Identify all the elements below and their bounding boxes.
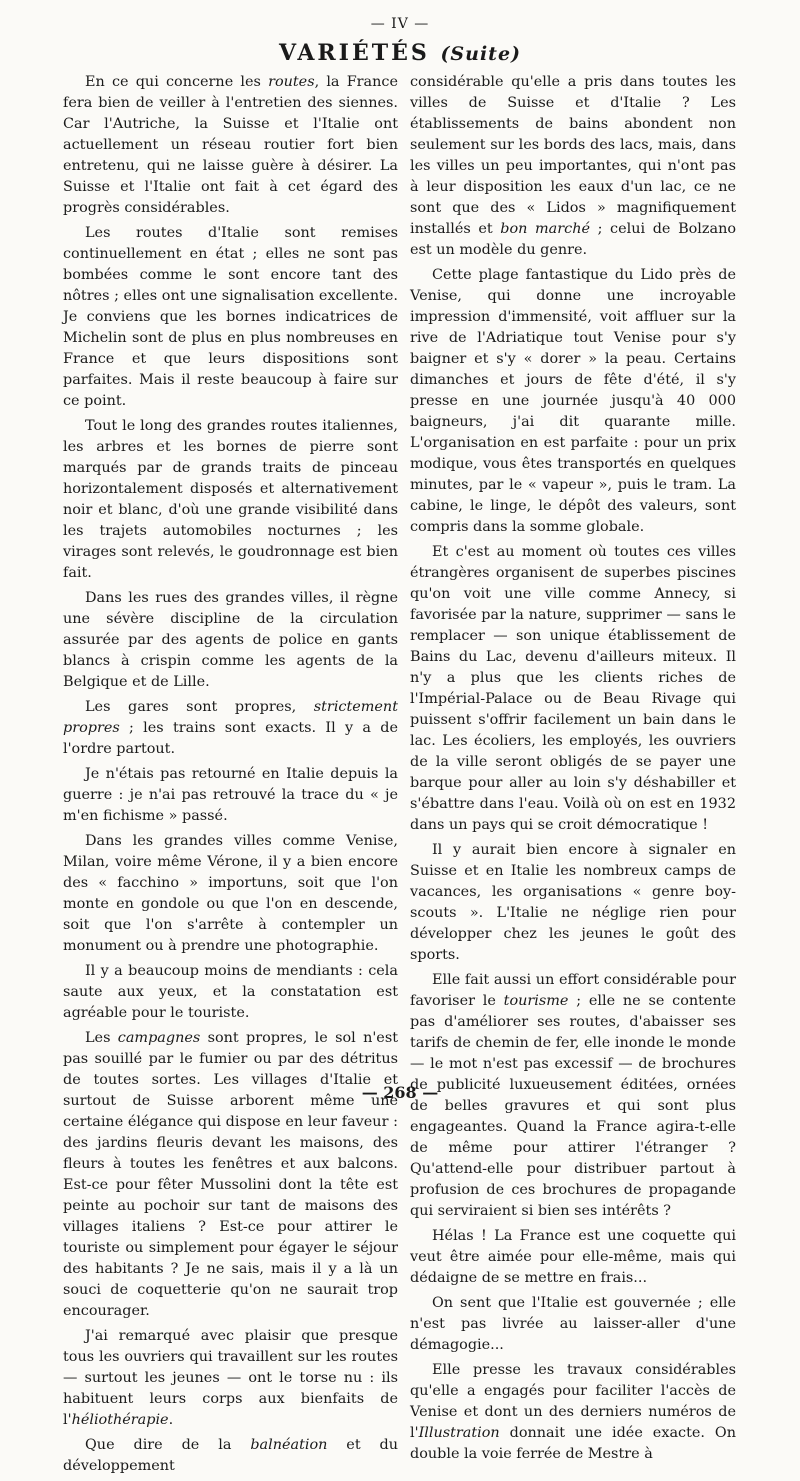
left-column [63, 72, 398, 1481]
paragraph: J'ai remarqué avec plaisir que presque tous les ouvriers qui travaillent sur les routes — surtout les jeunes — ont le torse nu : ils habituent leurs corps aux bienfaits de l'héliothérapie. [63, 1328, 398, 1428]
paragraph: Je n'étais pas retourné en Italie depuis la guerre : je n'ai pas retrouvé la trace du « je m'en fichisme » passé. [63, 766, 398, 824]
paragraph: En ce qui concerne les routes, la France fera bien de veiller à l'entretien des siennes. Car l'Autriche, la Suisse et l'Italie ont actuellement un réseau routier fort bien entretenu, qui ne laisse guère à désirer. La Suisse et l'Italie ont fait à cet égard des progrès considérables. [63, 74, 398, 216]
paragraph: Les campagnes sont propres, le sol n'est pas souillé par le fumier ou par des détritus de toutes sortes. Les villages d'Italie et surtout de Suisse arborent même une certaine élégance qui dispose en leur faveur : des jardins fleuris devant les maisons, des fleurs à toutes les fenêtres et aux balcons. Est-ce pour fêter Mussolini dont la tête est peinte au pochoir sur tant de maisons des villages italiens ? Est-ce pour attirer le touriste ou simplement pour égayer le séjour des habitants ? Je ne sais, mais il y a là un souci de coquetterie qu'on ne saurait trop encourager. [63, 1030, 398, 1319]
paragraph: Hélas ! La France est une coquette qui veut être aimée pour elle-même, mais qui dédaigne de se mettre en frais... [410, 1228, 736, 1286]
page-number: — 268 — [361, 1083, 439, 1102]
paragraph: Il y a beaucoup moins de mendiants : cela saute aux yeux, et la constatation est agréable pour le touriste. [63, 963, 398, 1021]
paragraph: Dans les grandes villes comme Venise, Milan, voire même Vérone, il y a bien encore des « facchino » importuns, soit que l'on monte en gondole ou que l'on en descende, soit que l'on s'arrête à contempler un monument ou à prendre une photographie. [63, 833, 398, 954]
running-header: — IV — [370, 16, 430, 32]
paragraph: Et c'est au moment où toutes ces villes étrangères organisent de superbes piscines qu'on voit une ville comme Annecy, si favorisée par la nature, supprimer — sans le remplacer — son unique établissement de Bains du Lac, devenu d'ailleurs miteux. Il n'y a plus que les clients riches de l'Impérial-Palace ou de Beau Rivage qui puissent s'offrir facilement un bain dans le lac. Les écoliers, les employés, les ouvriers de la ville seront obligés de se payer une barque pour aller au loin s'y déshabiller et s'ébattre dans l'eau. Voilà où on est en 1932 dans un pays qui se croit démocratique ! [410, 544, 736, 833]
paragraph: Elle presse les travaux considérables qu'elle a engagés pour faciliter l'accès de Venise et dont un des derniers numéros de l'Illustration donnait une idée exacte. On double la voie ferrée de Mestre à [410, 1362, 736, 1462]
paragraph: Cette plage fantastique du Lido près de Venise, qui donne une incroyable impression d'immensité, voit affluer sur la rive de l'Adriatique tout Venise pour s'y baigner et s'y « dorer » la peau. Certains dimanches et jours de fête d'été, il s'y presse en une journée jusqu'à 40 000 baigneurs, j'ai dit quarante mille. L'organisation en est parfaite : pour un prix modique, vous êtes transportés en quelques minutes, par le « vapeur », puis le tram. La cabine, le linge, le dépôt des valeurs, sont compris dans la somme globale. [410, 267, 736, 535]
paragraph: Il y aurait bien encore à signaler en Suisse et en Italie les nombreux camps de vacances, les organisations « genre boy-scouts ». L'Italie ne néglige rien pour développer chez les jeunes le goût des sports. [410, 842, 736, 963]
paragraph: Que dire de la balnéation et du développement [63, 1437, 398, 1474]
paragraph: Tout le long des grandes routes italiennes, les arbres et les bornes de pierre sont marqués par de grands traits de pinceau horizontalement disposés et alternativement noir et blanc, d'où une grande visibilité dans les trajets automobiles nocturnes ; les virages sont relevés, le goudronnage est bien fait. [63, 418, 398, 581]
title-main: VARIÉTÉS [278, 40, 430, 66]
paragraph: considérable qu'elle a pris dans toutes les villes de Suisse et d'Italie ? Les établissements de bains abondent non seulement sur les bords des lacs, mais, dans les villes un peu importantes, qui n'ont pas à leur disposition les eaux d'un lac, ce ne sont que des « Lidos » magnifiquement installés et bon marché ; celui de Bolzano est un modèle du genre. [410, 74, 737, 258]
title-suite: (Suite) [440, 43, 522, 65]
right-column [410, 72, 736, 1469]
paragraph: Elle fait aussi un effort considérable pour favoriser le tourisme ; elle ne se contente pas d'améliorer ses routes, d'abaisser ses tarifs de chemin de fer, elle inonde le monde — le mot n'est pas excessif — de brochures de publicité luxueusement éditées, ornées de belles gravures et qui sont plus engageantes. Quand la France agira-t-elle de même pour attirer l'étranger ? Qu'attend-elle pour distribuer partout à profusion de ces brochures de propagande qui serviraient si bien ses intérêts ? [410, 972, 736, 1219]
page-title [0, 40, 800, 66]
paragraph: Les gares sont propres, strictement propres ; les trains sont exacts. Il y a de l'ordre partout. [63, 699, 398, 757]
paragraph: On sent que l'Italie est gouvernée ; elle n'est pas livrée au laisser-aller d'une démagogie... [410, 1295, 736, 1353]
paragraph: Dans les rues des grandes villes, il règne une sévère discipline de la circulation assurée par des agents de police en gants blancs à crispin comme les agents de la Belgique et de Lille. [63, 590, 398, 690]
paragraph: Les routes d'Italie sont remises continuellement en état ; elles ne sont pas bombées comme le sont encore tant des nôtres ; elles ont une signalisation excellente. Je conviens que les bornes indicatrices de Michelin sont de plus en plus nombreuses en France et que leurs dispositions sont parfaites. Mais il reste beaucoup à faire sur ce point. [63, 225, 398, 409]
